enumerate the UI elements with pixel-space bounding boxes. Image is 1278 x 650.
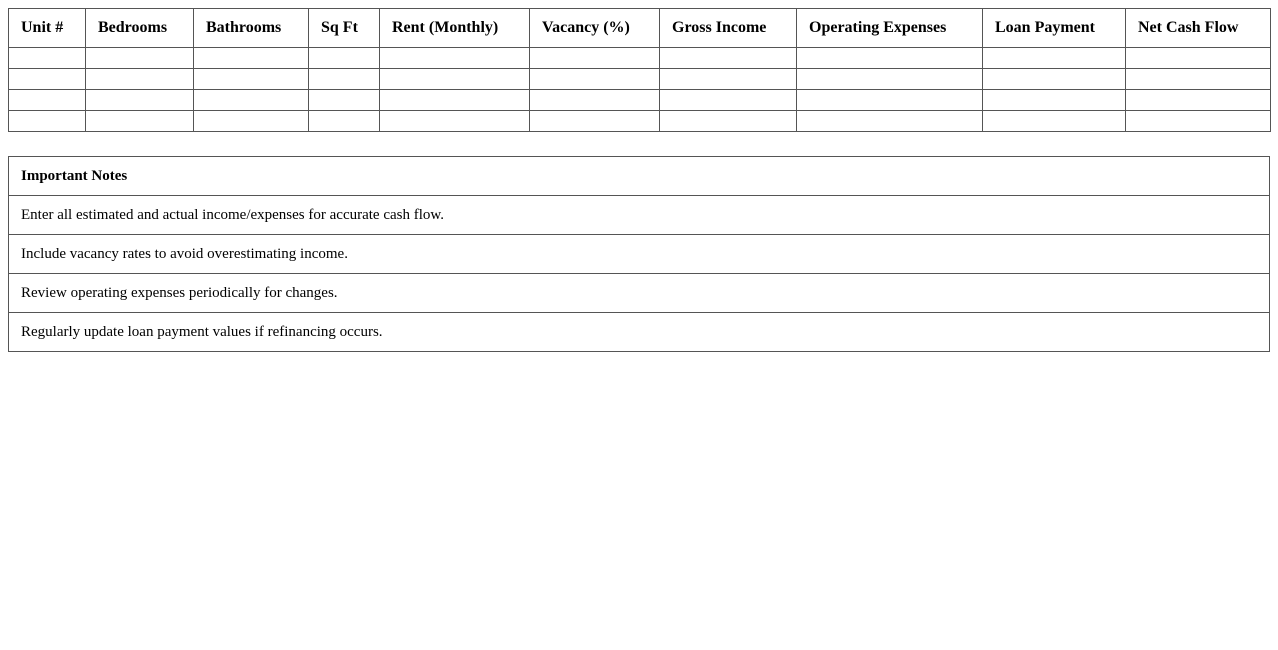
header-rent-monthly: Rent (Monthly) [380,9,530,48]
note-item: Regularly update loan payment values if refinancing occurs. [9,313,1270,352]
table-cell[interactable] [9,69,86,90]
table-cell[interactable] [983,48,1126,69]
table-cell[interactable] [86,111,194,132]
header-unit-number: Unit # [9,9,86,48]
note-item: Enter all estimated and actual income/expenses for accurate cash flow. [9,196,1270,235]
table-cell[interactable] [797,69,983,90]
important-notes-table [8,156,1270,352]
note-row [9,274,1270,313]
table-cell[interactable] [194,111,309,132]
table-cell[interactable] [983,111,1126,132]
header-bathrooms: Bathrooms [194,9,309,48]
table-cell[interactable] [797,90,983,111]
table-cell[interactable] [309,111,380,132]
note-item: Review operating expenses periodically for changes. [9,274,1270,313]
table-cell[interactable] [983,69,1126,90]
table-cell[interactable] [9,111,86,132]
header-row [9,9,1271,48]
table-cell[interactable] [380,90,530,111]
table-cell[interactable] [380,48,530,69]
cash-flow-table [8,8,1271,132]
table-row [9,48,1271,69]
table-cell[interactable] [1126,111,1271,132]
note-row [9,313,1270,352]
notes-header-row [9,157,1270,196]
table-cell[interactable] [660,48,797,69]
header-vacancy: Vacancy (%) [530,9,660,48]
table-cell[interactable] [380,111,530,132]
table-cell[interactable] [309,69,380,90]
table-cell[interactable] [380,69,530,90]
table-cell[interactable] [86,90,194,111]
table-cell[interactable] [1126,69,1271,90]
table-row [9,111,1271,132]
table-cell[interactable] [194,90,309,111]
table-cell[interactable] [194,69,309,90]
header-operating-expenses: Operating Expenses [797,9,983,48]
header-gross-income: Gross Income [660,9,797,48]
table-cell[interactable] [309,48,380,69]
table-cell[interactable] [530,69,660,90]
table-cell[interactable] [797,111,983,132]
table-cell[interactable] [797,48,983,69]
table-cell[interactable] [9,48,86,69]
header-loan-payment: Loan Payment [983,9,1126,48]
table-cell[interactable] [86,48,194,69]
header-sq-ft: Sq Ft [309,9,380,48]
table-cell[interactable] [309,90,380,111]
table-cell[interactable] [1126,90,1271,111]
table-cell[interactable] [660,69,797,90]
table-cell[interactable] [530,111,660,132]
table-cell[interactable] [1126,48,1271,69]
table-cell[interactable] [530,90,660,111]
table-cell[interactable] [86,69,194,90]
header-bedrooms: Bedrooms [86,9,194,48]
note-item: Include vacancy rates to avoid overestimating income. [9,235,1270,274]
header-net-cash-flow: Net Cash Flow [1126,9,1271,48]
note-row [9,235,1270,274]
table-cell[interactable] [983,90,1126,111]
table-cell[interactable] [194,48,309,69]
table-cell[interactable] [9,90,86,111]
notes-title: Important Notes [9,157,1270,196]
table-cell[interactable] [660,111,797,132]
table-row [9,69,1271,90]
note-row [9,196,1270,235]
table-cell[interactable] [530,48,660,69]
table-row [9,90,1271,111]
table-cell[interactable] [660,90,797,111]
